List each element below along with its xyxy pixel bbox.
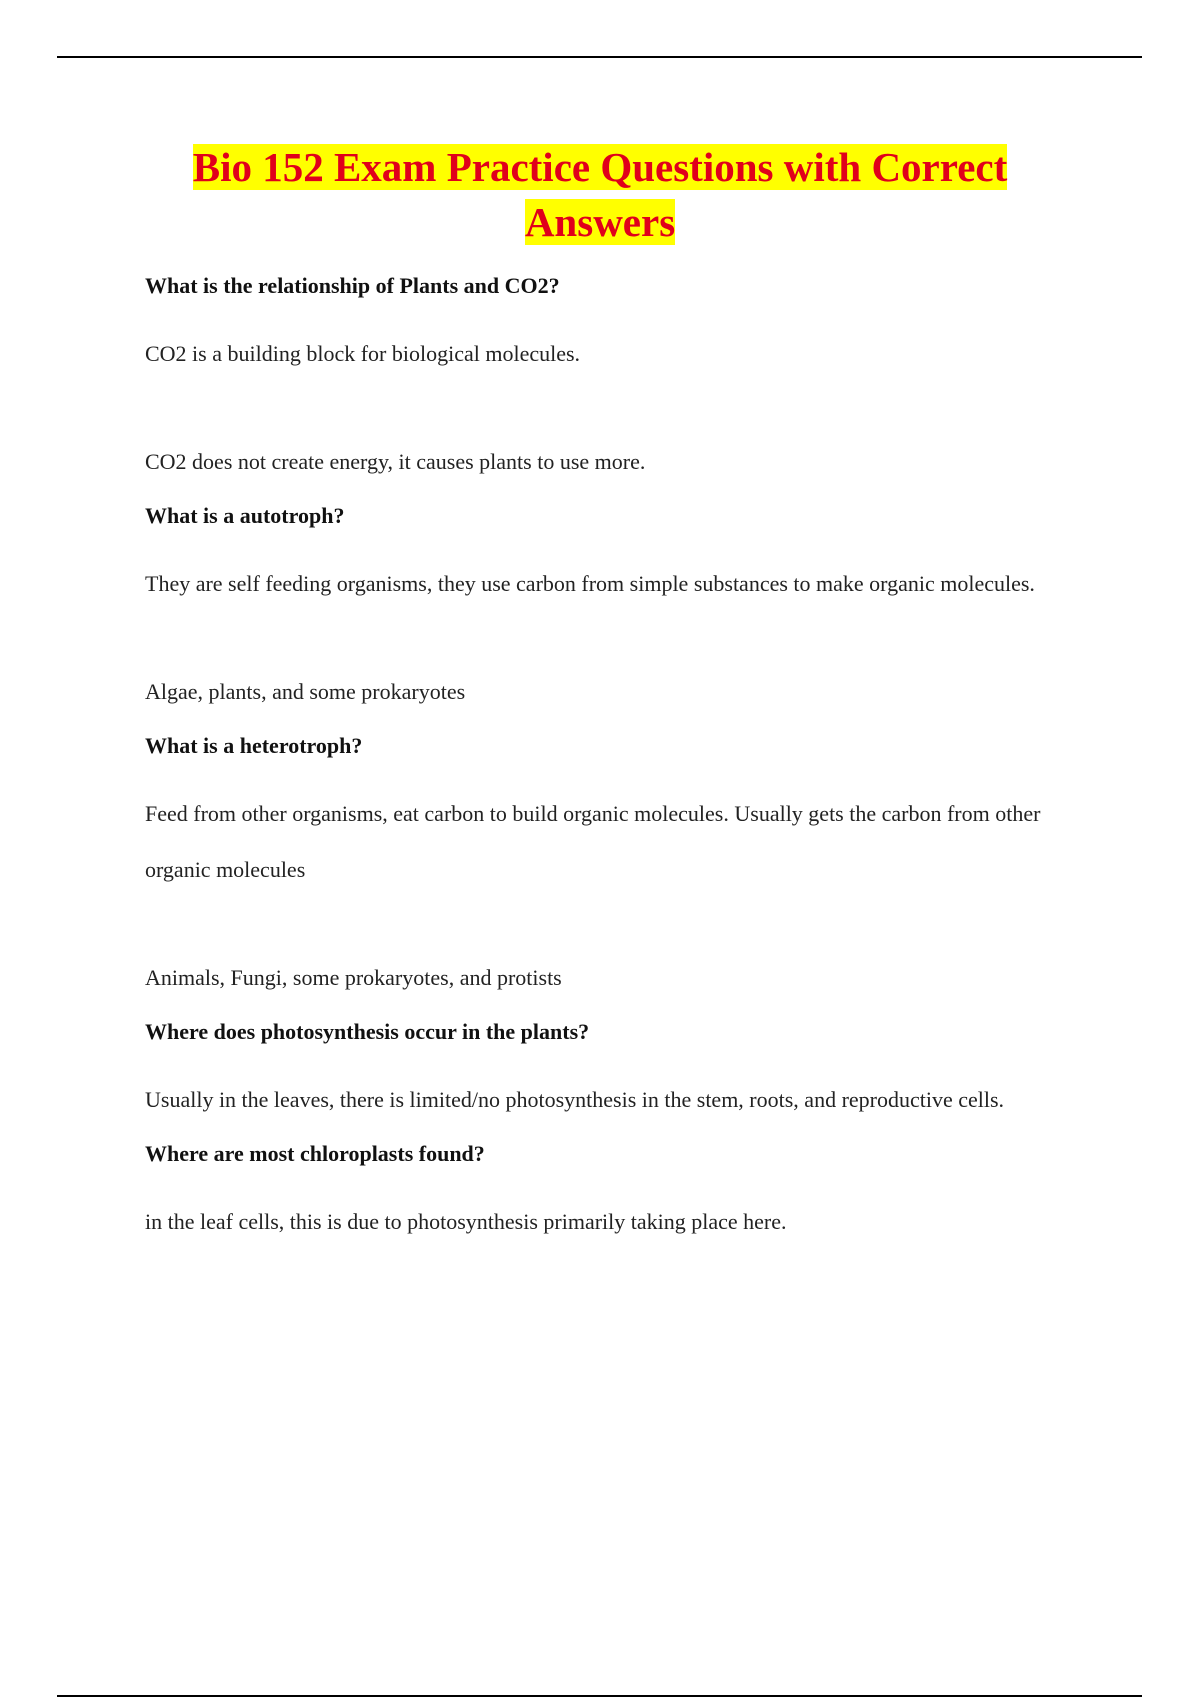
answer-4a: Usually in the leaves, there is limited/no photosynthesis in the stem, roots, and reproductive cells. xyxy=(145,1087,1005,1112)
bottom-rule xyxy=(57,1695,1142,1697)
top-rule xyxy=(57,56,1142,58)
answer-3b: Animals, Fungi, some prokaryotes, and protists xyxy=(145,965,562,990)
question-2: What is a autotroph? xyxy=(145,503,345,528)
question-4: Where does photosynthesis occur in the plants? xyxy=(145,1019,590,1044)
answer-5a: in the leaf cells, this is due to photosynthesis primarily taking place here. xyxy=(145,1209,787,1234)
question-5: Where are most chloroplasts found? xyxy=(145,1141,485,1166)
document-title xyxy=(60,140,1140,250)
question-3: What is a heterotroph? xyxy=(145,733,363,758)
title-line-2: Answers xyxy=(524,199,676,245)
qa-content xyxy=(145,270,1105,1250)
question-1: What is the relationship of Plants and CO2? xyxy=(145,273,560,298)
title-line-1: Bio 152 Exam Practice Questions with Correct xyxy=(192,144,1008,190)
answer-3a: Feed from other organisms, eat carbon to build organic molecules. Usually gets the carbon from other organic molecules xyxy=(145,801,1041,882)
answer-1a: CO2 is a building block for biological molecules. xyxy=(145,341,581,366)
answer-2b: Algae, plants, and some prokaryotes xyxy=(145,679,466,704)
answer-2a: They are self feeding organisms, they use carbon from simple substances to make organic molecules. xyxy=(145,571,1035,596)
answer-1b: CO2 does not create energy, it causes plants to use more. xyxy=(145,449,646,474)
